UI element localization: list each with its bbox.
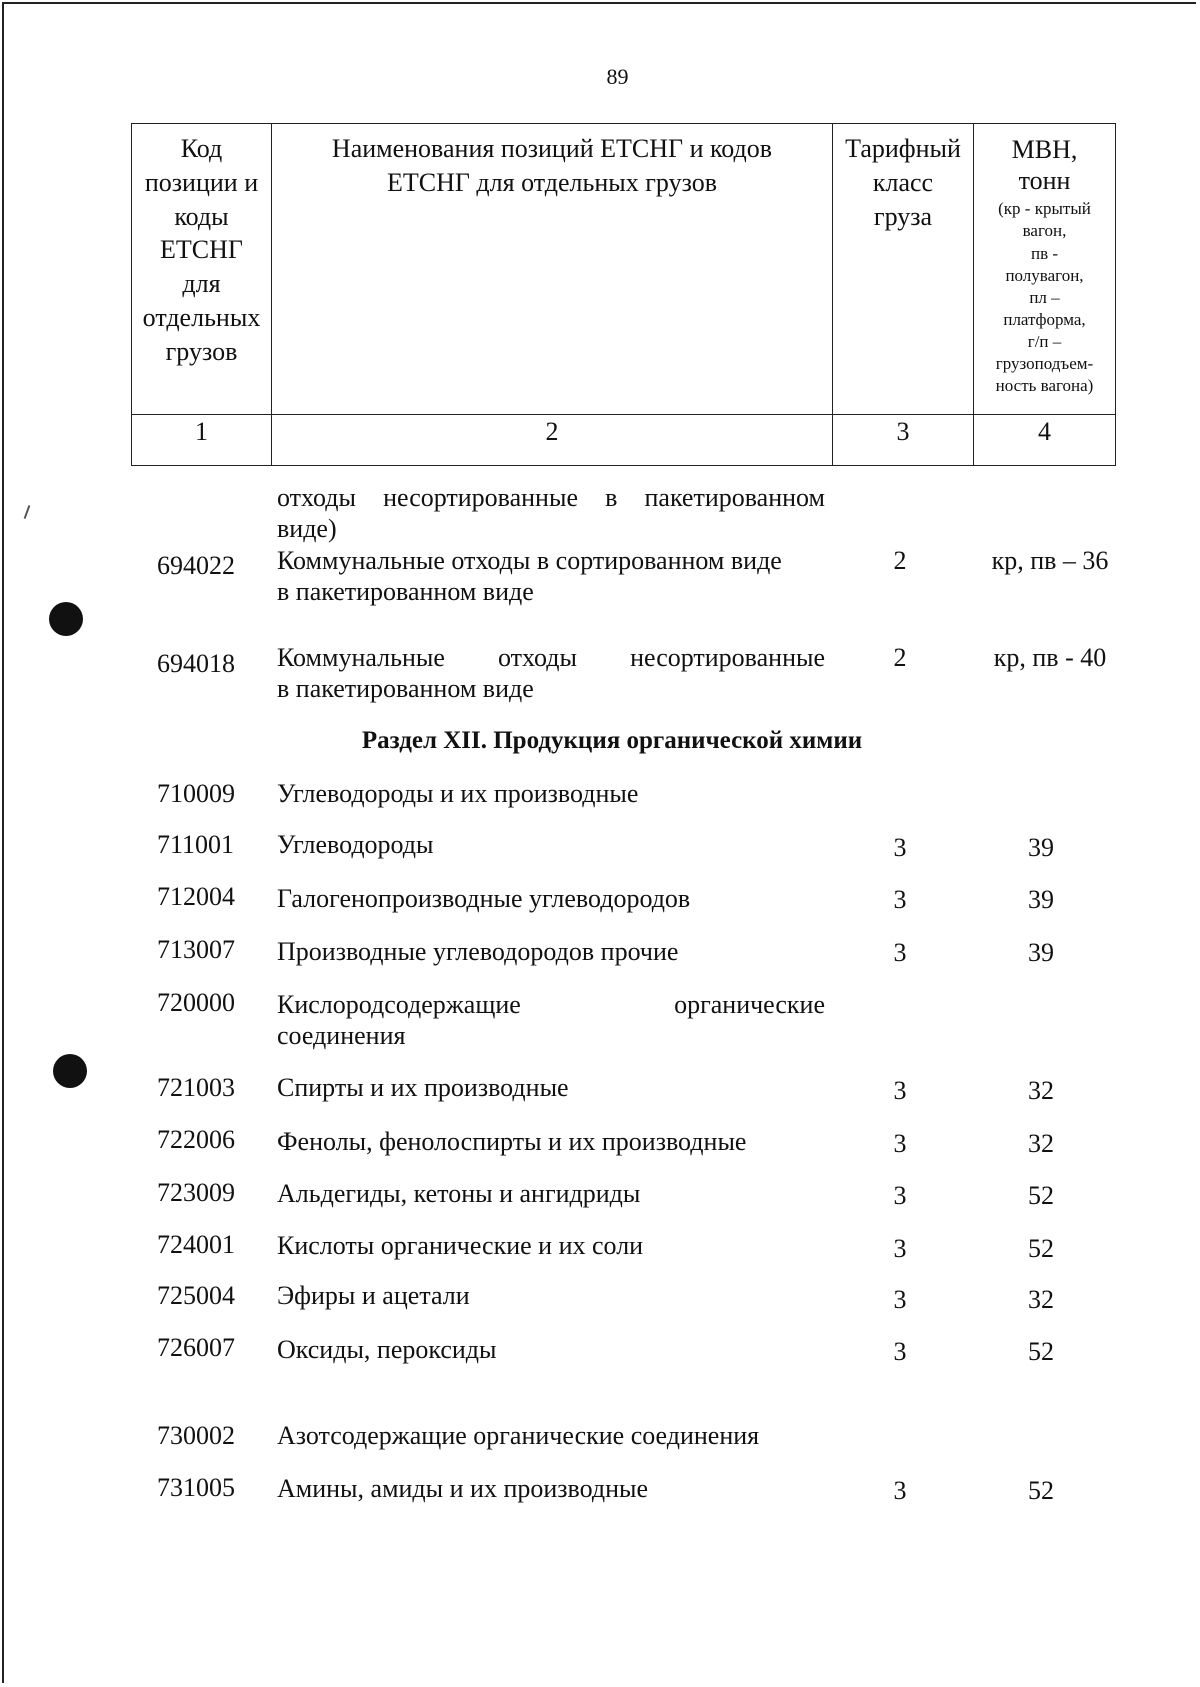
row-mvn: 32 — [1028, 1076, 1054, 1105]
punch-hole-top — [49, 602, 83, 636]
row-name: Углеводороды и их производные — [277, 779, 639, 808]
row-name-line-2: в пакетированном виде — [277, 674, 534, 703]
row-code: 711001 — [157, 830, 235, 859]
row-code: 720000 — [157, 988, 235, 1017]
row-name: Углеводороды — [277, 830, 434, 859]
row-name: Спирты и их производные — [277, 1073, 569, 1102]
row-tariff: 3 — [893, 1234, 907, 1263]
row-code: 723009 — [157, 1178, 235, 1207]
row-tariff: 3 — [893, 833, 907, 862]
row-tariff: 3 — [893, 1285, 907, 1314]
row-name-line-2: соединения — [277, 1021, 406, 1050]
row-code: 710009 — [157, 779, 235, 808]
word: Кислородсодержащие — [277, 990, 521, 1019]
row-mvn: 39 — [1028, 938, 1054, 967]
row-code: 694022 — [157, 551, 235, 580]
row-mvn: 52 — [1028, 1234, 1054, 1263]
row-tariff: 3 — [893, 1476, 907, 1505]
header-col-mvn — [974, 124, 1116, 415]
row-mvn: 32 — [1028, 1285, 1054, 1314]
continuation-text — [277, 482, 825, 544]
row-tariff: 3 — [893, 1129, 907, 1158]
row-name: Альдегиды, кетоны и ангидриды — [277, 1179, 641, 1208]
row-mvn: 52 — [1028, 1337, 1054, 1366]
row-name: Производные углеводородов прочие — [277, 937, 679, 966]
row-code: 724001 — [157, 1230, 235, 1259]
header-num-3: 3 — [833, 415, 974, 466]
row-name: Оксиды, пероксиды — [277, 1335, 497, 1364]
header-col-mvn-note: (кр - крытый вагон, пв - полувагон, пл – платформа, г/п – грузоподъем- ность вагона) — [995, 199, 1094, 396]
row-name: Фенолы, фенолоспирты и их производные — [277, 1127, 747, 1156]
word: пакетированном — [644, 483, 825, 512]
row-tariff: 2 — [893, 546, 907, 575]
row-tariff: 3 — [893, 1181, 907, 1210]
header-col-code — [132, 124, 272, 415]
row-mvn: 39 — [1028, 833, 1054, 862]
row-mvn: 32 — [1028, 1129, 1054, 1158]
row-code: 694018 — [157, 649, 235, 678]
continuation-line-2: виде) — [277, 514, 337, 543]
header-num-2: 2 — [272, 415, 833, 466]
row-tariff: 3 — [893, 938, 907, 967]
row-tariff: 2 — [893, 643, 907, 672]
header-num-1: 1 — [132, 415, 272, 466]
row-name — [277, 989, 825, 1051]
word: органические — [674, 990, 825, 1019]
row-code: 730002 — [157, 1421, 235, 1450]
page-number: 89 — [606, 64, 629, 89]
header-col-mvn-title: МВН, тонн — [1011, 135, 1078, 196]
row-code: 726007 — [157, 1333, 235, 1362]
row-mvn: 52 — [1028, 1181, 1054, 1210]
header-col-name-text: Наименования позиций ЕТСНГ и кодов ЕТСНГ для отдельных грузов — [331, 134, 773, 197]
word: отходы — [498, 643, 577, 672]
row-tariff: 3 — [893, 885, 907, 914]
row-code: 721003 — [157, 1073, 235, 1102]
continuation-line-1 — [277, 482, 825, 513]
row-tariff: 3 — [893, 1076, 907, 1105]
row-mvn: кр, пв - 40 — [993, 643, 1107, 672]
word: несортированные — [383, 483, 578, 512]
row-mvn: 39 — [1028, 885, 1054, 914]
row-mvn: 52 — [1028, 1476, 1054, 1505]
header-col-tariff-text: Тарифный класс груза — [845, 134, 961, 231]
word: отходы — [277, 483, 356, 512]
header-col-tariff — [833, 124, 974, 415]
word: несортированные — [630, 643, 825, 672]
row-name: Амины, амиды и их производные — [277, 1474, 649, 1503]
row-tariff: 3 — [893, 1337, 907, 1366]
row-mvn: кр, пв – 36 — [991, 546, 1109, 575]
row-name-line-1: Коммунальные отходы в сортированном виде — [277, 546, 782, 575]
section-title: Раздел XII. Продукция органической химии — [361, 727, 863, 754]
word: Коммунальные — [277, 643, 445, 672]
row-name-line-1 — [277, 642, 825, 673]
row-code: 725004 — [157, 1281, 235, 1310]
row-name-line-1 — [277, 989, 825, 1020]
row-code: 713007 — [157, 935, 235, 964]
row-name-line-2: в пакетированном виде — [277, 577, 534, 606]
header-col-code-text: Код позиции и коды ЕТСНГ для отдельных грузов — [142, 134, 261, 366]
row-name: Кислоты органические и их соли — [277, 1231, 644, 1260]
row-name — [277, 545, 825, 607]
row-name — [277, 642, 825, 704]
row-code: 722006 — [157, 1125, 235, 1154]
row-code: 712004 — [157, 882, 235, 911]
row-name: Азотсодержащие органические соединения — [277, 1421, 760, 1450]
row-name: Галогенопроизводные углеводородов — [277, 884, 691, 913]
header-col-name — [272, 124, 833, 415]
row-name: Эфиры и ацетали — [277, 1281, 470, 1310]
punch-hole-bottom — [53, 1054, 87, 1088]
header-num-4: 4 — [974, 415, 1116, 466]
row-code: 731005 — [157, 1473, 235, 1502]
table-header — [131, 123, 1116, 466]
word: в — [605, 483, 618, 512]
